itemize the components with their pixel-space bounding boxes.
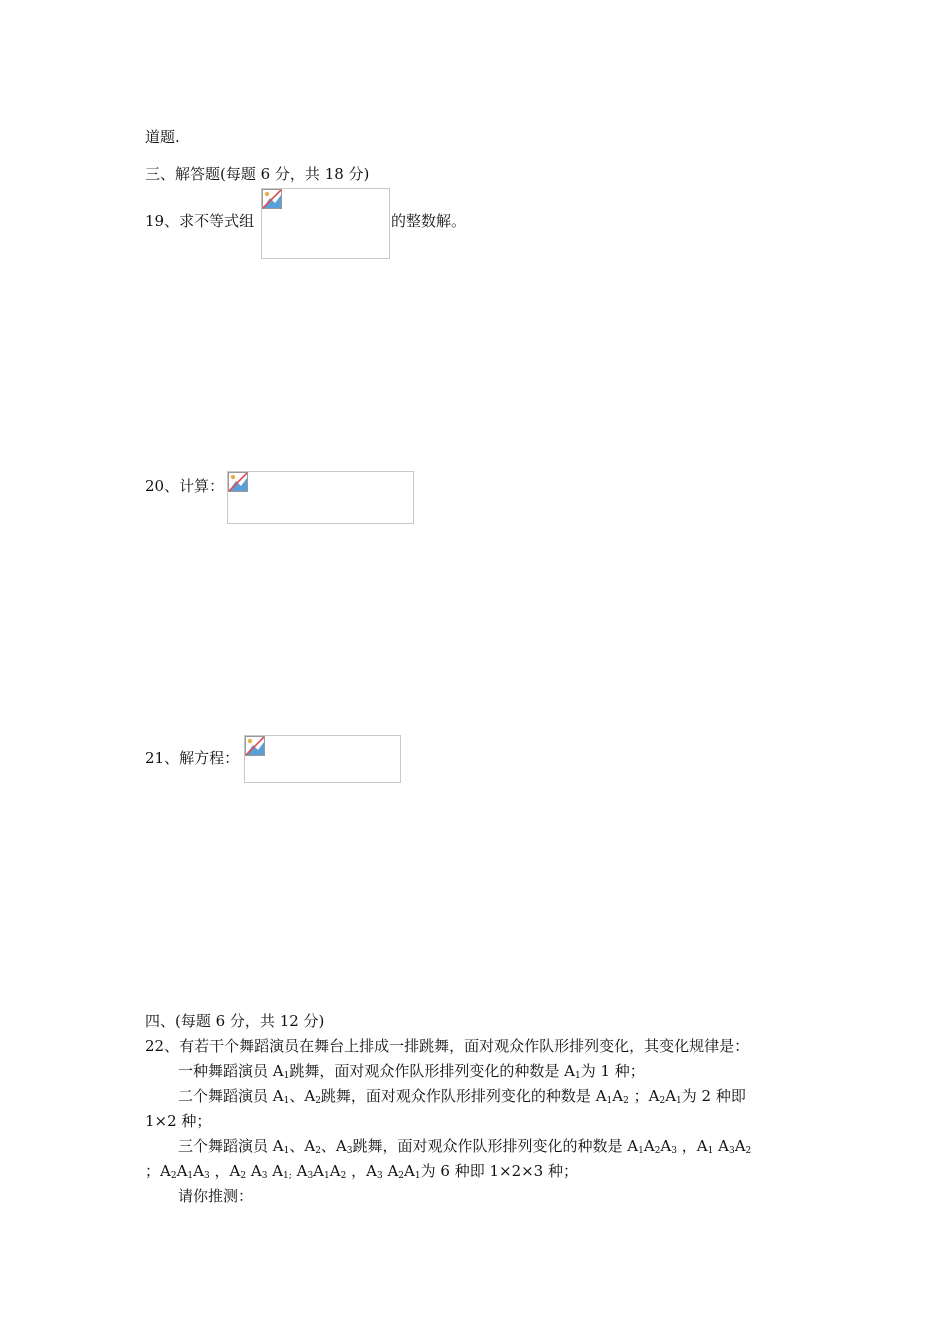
question-22-intro: 22、有若干个舞蹈演员在舞台上排成一排跳舞，面对观众作队形排列变化，其变化规律是：: [145, 1037, 750, 1055]
question-21-prefix: 21、解方程：: [145, 749, 240, 767]
question-19-suffix: 的整数解。: [391, 212, 467, 230]
question-20-prefix: 20、计算：: [145, 477, 225, 495]
broken-image-icon: [228, 472, 248, 492]
question-22-case-three: 三个舞蹈演员 $A_1$、$A_2$、$A_3$跳舞，面对观众作队形排列变化的种数是 $A_1A_2A_3$ ，$A_1$ $A_3A_2$: [178, 1137, 752, 1156]
question-22-prompt: 请你推测：: [178, 1187, 254, 1205]
question-19-formula-image: [261, 188, 390, 259]
question-22-case-three-cont: ；$A_2A_1A_3$ ，$A_2$ $A_3$ $A_{1;}$ $A_3A_1A_2$ ，$A_3$ $A_2A_1$为 6 种即 1×2×3 种；: [145, 1162, 578, 1181]
question-22-case-two-cont: 1×2 种；: [145, 1112, 212, 1130]
top-fragment: 道题.: [145, 128, 180, 146]
broken-image-icon: [245, 736, 265, 756]
question-20-formula-image: [227, 471, 414, 524]
question-19-prefix: 19、求不等式组: [145, 212, 255, 230]
question-22-case-two: 二个舞蹈演员 $A_1$、$A_2$跳舞，面对观众作队形排列变化的种数是 $A_1A_2$ ；$A_2A_1$为 2 种即: [178, 1087, 746, 1106]
question-22-case-one: 一种舞蹈演员 $A_1$跳舞，面对观众作队形排列变化的种数是 $A_1$为 1 种；: [178, 1062, 645, 1081]
broken-image-icon: [262, 189, 282, 209]
section-3-heading: 三、解答题(每题 6 分，共 18 分): [145, 165, 370, 183]
section-4-heading: 四、(每题 6 分，共 12 分): [145, 1012, 325, 1030]
question-21-formula-image: [244, 735, 401, 783]
